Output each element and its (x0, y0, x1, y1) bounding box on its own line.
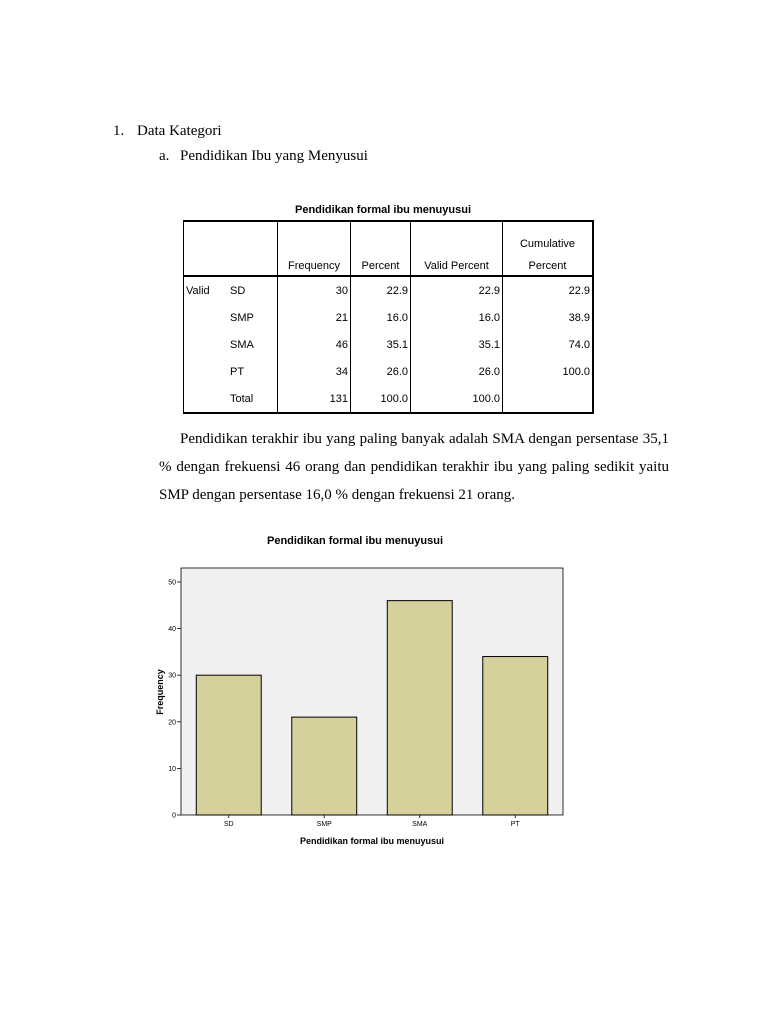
cell-frequency: 46 (278, 331, 351, 358)
cell-category: SD (230, 284, 246, 297)
x-axis-title: Pendidikan formal ibu menuyusui (299, 836, 445, 846)
header-empty-2 (228, 221, 278, 276)
paragraph-text: Pendidikan terakhir ibu yang paling banyak adalah SMA dengan persentase 35,1 % dengan frekuensi 46 orang dan pendidikan terakhir ibu yang paling sedikit yaitu SMP dengan persentase 16,0 % dengan frekuensi 21 orang. (159, 431, 669, 503)
header-cumulative-line2: Percent (528, 260, 567, 272)
chart-title: Pendidikan formal ibu menuyusui (266, 535, 444, 547)
table-header-row (184, 221, 594, 276)
x-tick-label: SMP (316, 821, 332, 828)
section-number: 1. (113, 123, 125, 139)
row-group-label: Valid (184, 276, 229, 304)
cell-category: SMA (230, 338, 254, 351)
table-row (184, 385, 594, 413)
y-tick-label: 50 (168, 579, 176, 587)
cell-cumulative: 22.9 (503, 276, 594, 304)
cell-percent: 22.9 (351, 276, 411, 304)
cell-valid-percent: 35.1 (411, 331, 503, 358)
chart-svg (140, 525, 580, 855)
cell-cumulative: 100.0 (503, 358, 594, 385)
bar-sma (387, 601, 452, 815)
x-tick-label: SMA (412, 821, 428, 828)
cell-empty (184, 331, 229, 358)
table-row (184, 276, 594, 304)
cell-cumulative: 38.9 (503, 304, 594, 331)
cell-cumulative (503, 385, 594, 413)
table-row (184, 358, 594, 385)
y-tick-label: 0 (172, 812, 176, 820)
x-axis (224, 815, 521, 828)
y-tick-label: 30 (168, 672, 176, 680)
header-empty-1 (184, 221, 229, 276)
cell-valid-percent: 100.0 (411, 385, 503, 413)
body-paragraph (159, 425, 669, 509)
y-tick-label: 40 (168, 626, 176, 634)
cell-frequency: 21 (278, 304, 351, 331)
subsection-number: a. (159, 148, 170, 164)
header-frequency: Frequency (278, 221, 351, 276)
cell-percent: 35.1 (351, 331, 411, 358)
header-cumulative-line1: Cumulative (519, 238, 576, 250)
y-axis (168, 579, 181, 819)
bar-pt (483, 657, 548, 815)
cell-valid-percent: 22.9 (411, 276, 503, 304)
table-row (184, 331, 594, 358)
bar-smp (292, 717, 357, 815)
subsection-title: Pendidikan Ibu yang Menyusui (180, 148, 368, 164)
y-axis-title: Frequency (155, 669, 165, 715)
bar-chart (140, 525, 580, 855)
cell-empty (184, 385, 229, 413)
frequency-table (183, 220, 594, 414)
x-tick-label: SD (223, 821, 234, 828)
cell-frequency: 131 (278, 385, 351, 413)
subsection-heading (159, 148, 368, 165)
cell-category: SMP (230, 311, 254, 324)
table-title: Pendidikan formal ibu menuyusui (294, 204, 472, 216)
cell-category: Total (228, 385, 278, 413)
cell-empty (184, 304, 229, 331)
cell-frequency: 34 (278, 358, 351, 385)
cell-category: PT (230, 365, 245, 378)
cell-valid-percent: 16.0 (411, 304, 503, 331)
cell-empty (184, 358, 229, 385)
table-row (184, 304, 594, 331)
header-percent: Percent (351, 221, 411, 276)
cell-percent: 100.0 (351, 385, 411, 413)
bar-sd (196, 675, 261, 815)
cell-percent: 16.0 (351, 304, 411, 331)
header-valid-percent: Valid Percent (411, 221, 503, 276)
cell-frequency: 30 (278, 276, 351, 304)
section-title: Data Kategori (137, 123, 222, 139)
cell-cumulative: 74.0 (503, 331, 594, 358)
x-tick-label: PT (510, 821, 520, 828)
cell-percent: 26.0 (351, 358, 411, 385)
cell-valid-percent: 26.0 (411, 358, 503, 385)
section-heading (113, 123, 222, 140)
y-tick-label: 20 (168, 719, 176, 727)
header-cumulative (503, 221, 594, 276)
y-tick-label: 10 (168, 765, 176, 773)
